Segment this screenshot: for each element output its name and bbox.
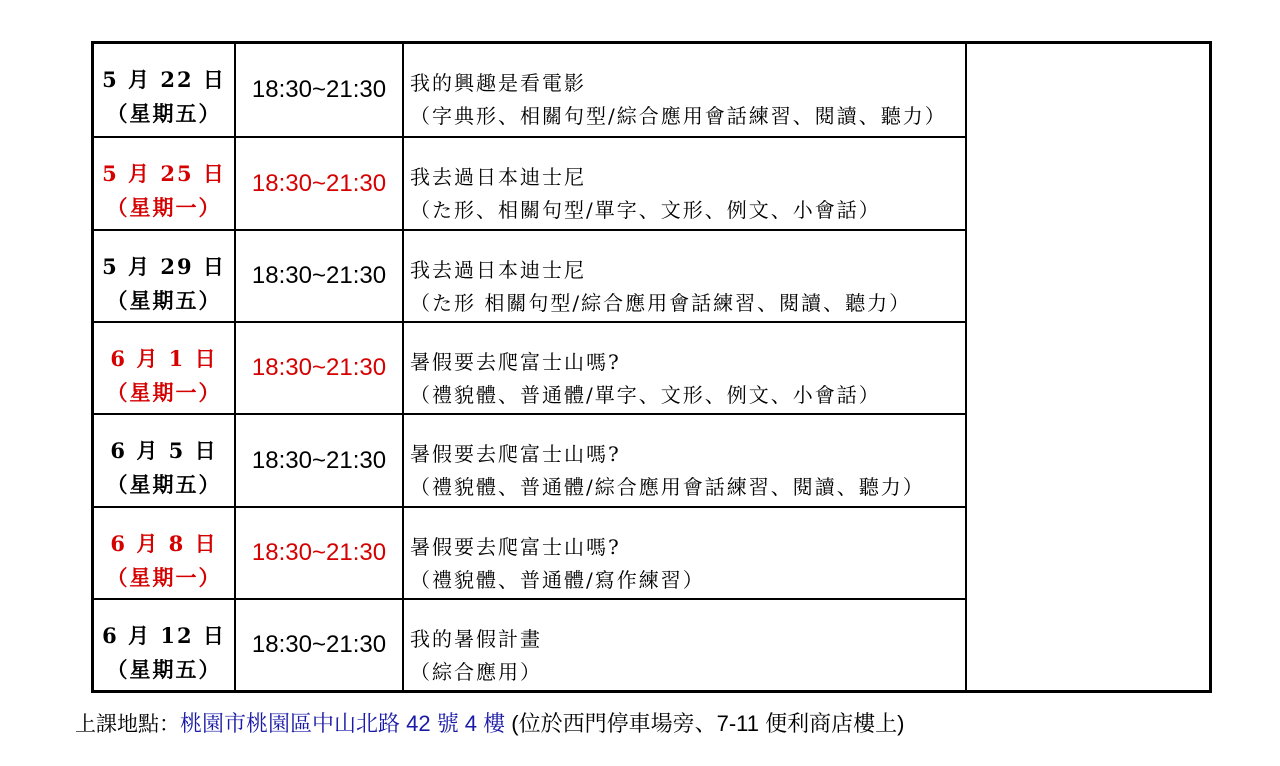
session-weekday: （星期五）	[106, 472, 222, 497]
table-row	[94, 508, 967, 600]
session-detail: （字典形、相關句型/綜合應用會話練習、閱讀、聽力）	[410, 104, 947, 128]
time-cell	[236, 415, 404, 506]
session-date: 6 月 1 日	[110, 346, 218, 371]
content-cell	[404, 231, 967, 321]
session-date: 5 月 22 日	[102, 67, 226, 92]
session-weekday: （星期五）	[106, 657, 222, 682]
date-cell	[94, 415, 236, 506]
time-cell	[236, 508, 404, 598]
session-topic: 我的暑假計畫	[410, 627, 542, 651]
location-address: 桃園市桃園區中山北路 42 號 4 樓	[180, 711, 506, 736]
content-cell	[404, 508, 967, 598]
session-time: 18:30~21:30	[251, 169, 387, 197]
location-footer	[75, 707, 904, 738]
time-cell	[236, 44, 404, 136]
session-time: 18:30~21:30	[251, 262, 387, 289]
date-cell	[94, 138, 236, 229]
session-date: 6 月 12 日	[102, 623, 226, 648]
session-weekday: （星期一）	[106, 380, 222, 405]
session-time: 18:30~21:30	[251, 76, 387, 103]
content-cell	[404, 600, 967, 690]
time-cell	[236, 600, 404, 690]
session-date: 6 月 8 日	[110, 531, 218, 556]
session-weekday: （星期一）	[106, 195, 222, 220]
time-cell	[236, 231, 404, 321]
date-cell	[94, 600, 236, 690]
date-cell	[94, 231, 236, 321]
table-row	[94, 415, 967, 508]
session-time: 18:30~21:30	[251, 539, 387, 566]
table-row	[94, 44, 967, 138]
time-cell	[236, 138, 404, 229]
session-topic: 我去過日本迪士尼	[410, 165, 586, 189]
table-row	[94, 231, 967, 323]
session-topic: 我去過日本迪士尼	[410, 258, 586, 282]
session-weekday: （星期五）	[106, 101, 222, 126]
date-cell	[94, 508, 236, 598]
session-date: 5 月 29 日	[102, 254, 226, 279]
session-detail: （禮貌體、普通體/寫作練習）	[410, 568, 705, 592]
location-label: 上課地點：	[75, 712, 180, 736]
session-topic: 我的興趣是看電影	[410, 71, 586, 95]
session-topic: 暑假要去爬富士山嗎?	[410, 350, 621, 374]
session-date: 6 月 5 日	[110, 438, 218, 463]
session-detail: （綜合應用）	[410, 660, 542, 684]
table-row	[94, 323, 967, 415]
table-row	[94, 600, 967, 690]
date-cell	[94, 323, 236, 413]
schedule-table	[91, 41, 1212, 693]
session-time: 18:30~21:30	[251, 631, 387, 658]
session-detail: （禮貌體、普通體/單字、文形、例文、小會話）	[410, 383, 881, 407]
session-detail: （た形、相關句型/單字、文形、例文、小會話）	[410, 198, 881, 222]
date-cell	[94, 44, 236, 136]
location-note: (位於西門停車場旁、7-11 便利商店樓上)	[505, 711, 905, 736]
session-detail: （禮貌體、普通體/綜合應用會話練習、閱讀、聽力）	[410, 475, 925, 499]
table-row	[94, 138, 967, 231]
session-topic: 暑假要去爬富士山嗎?	[410, 442, 621, 466]
content-cell	[404, 138, 967, 229]
content-cell	[404, 323, 967, 413]
session-date: 5 月 25 日	[102, 161, 226, 186]
session-weekday: （星期一）	[106, 565, 222, 590]
content-cell	[404, 44, 967, 136]
session-weekday: （星期五）	[106, 288, 222, 313]
session-detail: （た形 相關句型/綜合應用會話練習、閱讀、聽力）	[410, 291, 912, 315]
content-cell	[404, 415, 967, 506]
session-time: 18:30~21:30	[251, 446, 387, 474]
session-time: 18:30~21:30	[251, 354, 387, 381]
session-topic: 暑假要去爬富士山嗎?	[410, 535, 621, 559]
time-cell	[236, 323, 404, 413]
